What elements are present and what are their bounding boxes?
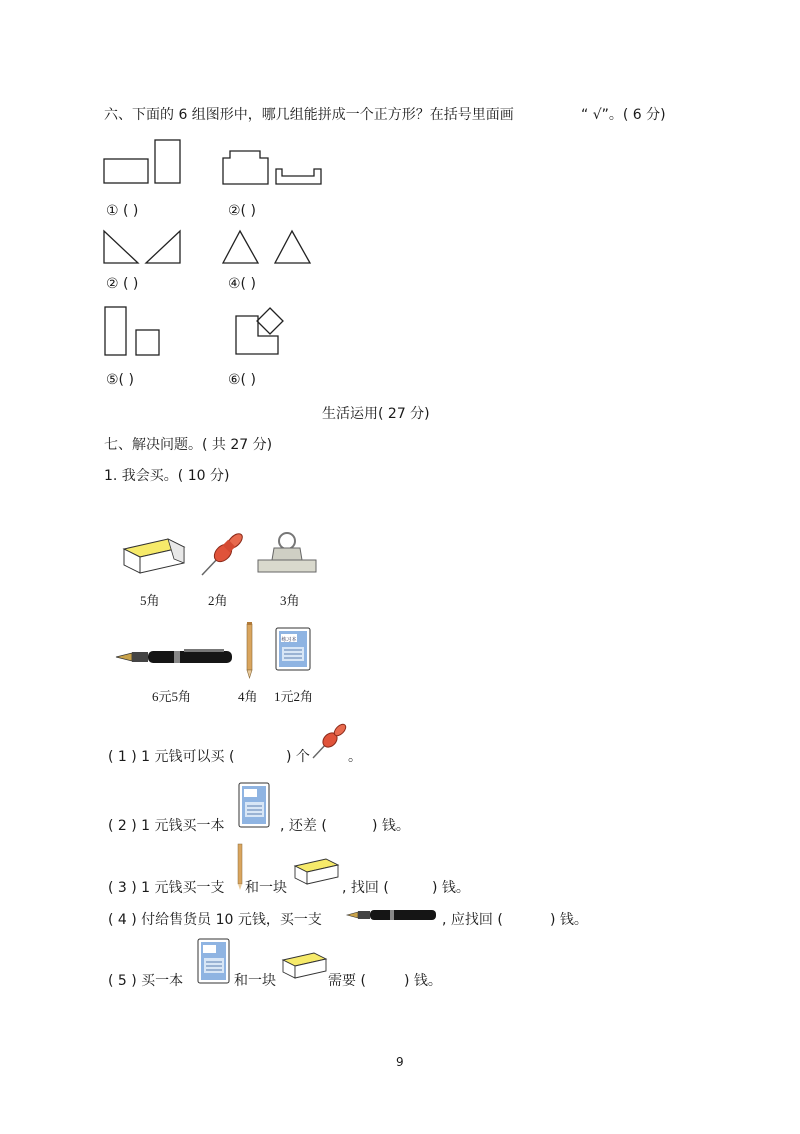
section6-title-tail: “ √”。( 6 分): [581, 107, 666, 123]
fountain-pen-icon: [346, 906, 440, 924]
q4-text-c: ) 钱。: [550, 912, 588, 928]
q2-text-a: ( 2 ) 1 元钱买一本: [108, 818, 225, 834]
fountain-pen-icon: [114, 645, 238, 669]
q5-text-d: ) 钱。: [404, 973, 442, 989]
shape-group-1: [100, 135, 190, 190]
q4-text-a: ( 4 ) 付给售货员 10 元钱，买一支: [108, 912, 322, 928]
group-1-answer[interactable]: ① ( ): [106, 203, 139, 219]
notebook-icon: [237, 780, 271, 830]
eraser-price: 5角: [140, 593, 160, 608]
shape-group-3: [100, 225, 190, 270]
q3-text-d: ) 钱。: [432, 880, 470, 896]
q3-text-a: ( 3 ) 1 元钱买一支: [108, 880, 225, 896]
notebook-icon: [272, 625, 314, 673]
eraser-icon: [118, 535, 190, 580]
notebook-icon: [196, 936, 232, 986]
question-1-title: 1. 我会买。( 10 分): [104, 468, 230, 484]
section6-title: 六、下面的 6 组图形中，哪几组能拼成一个正方形？在括号里面画: [104, 107, 514, 123]
notebook-cover-text: 练习本: [281, 637, 297, 643]
section7-title: 七、解决问题。( 共 27 分): [104, 437, 273, 453]
q2-text-b: , 还差 (: [280, 818, 327, 834]
eraser-icon: [292, 856, 342, 888]
page-number: 9: [396, 1055, 404, 1069]
q1-text-a: ( 1 ) 1 元钱可以买 (: [108, 749, 235, 765]
group-2-answer[interactable]: ②( ): [228, 203, 256, 219]
shape-group-5: [100, 303, 170, 358]
shape-group-2: [220, 140, 330, 190]
eraser-icon: [280, 950, 330, 982]
pushpin-icon: [198, 528, 250, 580]
group-5-answer[interactable]: ⑤( ): [106, 372, 134, 388]
pen-price: 6元5角: [152, 689, 192, 704]
pin-price: 2角: [208, 593, 228, 608]
q3-text-c: , 找回 (: [342, 880, 389, 896]
section-heading: 生活运用( 27 分): [322, 406, 430, 422]
q5-text-b: 和一块: [234, 973, 276, 989]
q5-text-a: ( 5 ) 买一本: [108, 973, 184, 989]
shape-group-4: [220, 225, 320, 270]
q2-text-c: ) 钱。: [372, 818, 410, 834]
pencil-price: 4角: [238, 689, 258, 704]
group-4-answer[interactable]: ④( ): [228, 276, 256, 292]
pencil-icon: [244, 620, 256, 680]
q3-text-b: 和一块: [245, 880, 287, 896]
q4-text-b: , 应找回 (: [442, 912, 503, 928]
clip-price: 3角: [280, 593, 300, 608]
q1-text-c: 。: [348, 749, 362, 765]
group-3-answer[interactable]: ② ( ): [106, 276, 139, 292]
binder-clip-icon: [252, 530, 322, 578]
pushpin-icon: [310, 720, 352, 762]
q5-text-c: 需要 (: [328, 973, 366, 989]
shape-group-6: [230, 300, 290, 360]
q1-text-b: ) 个: [286, 749, 310, 765]
group-6-answer[interactable]: ⑥( ): [228, 372, 256, 388]
notebook-price: 1元2角: [274, 689, 314, 704]
